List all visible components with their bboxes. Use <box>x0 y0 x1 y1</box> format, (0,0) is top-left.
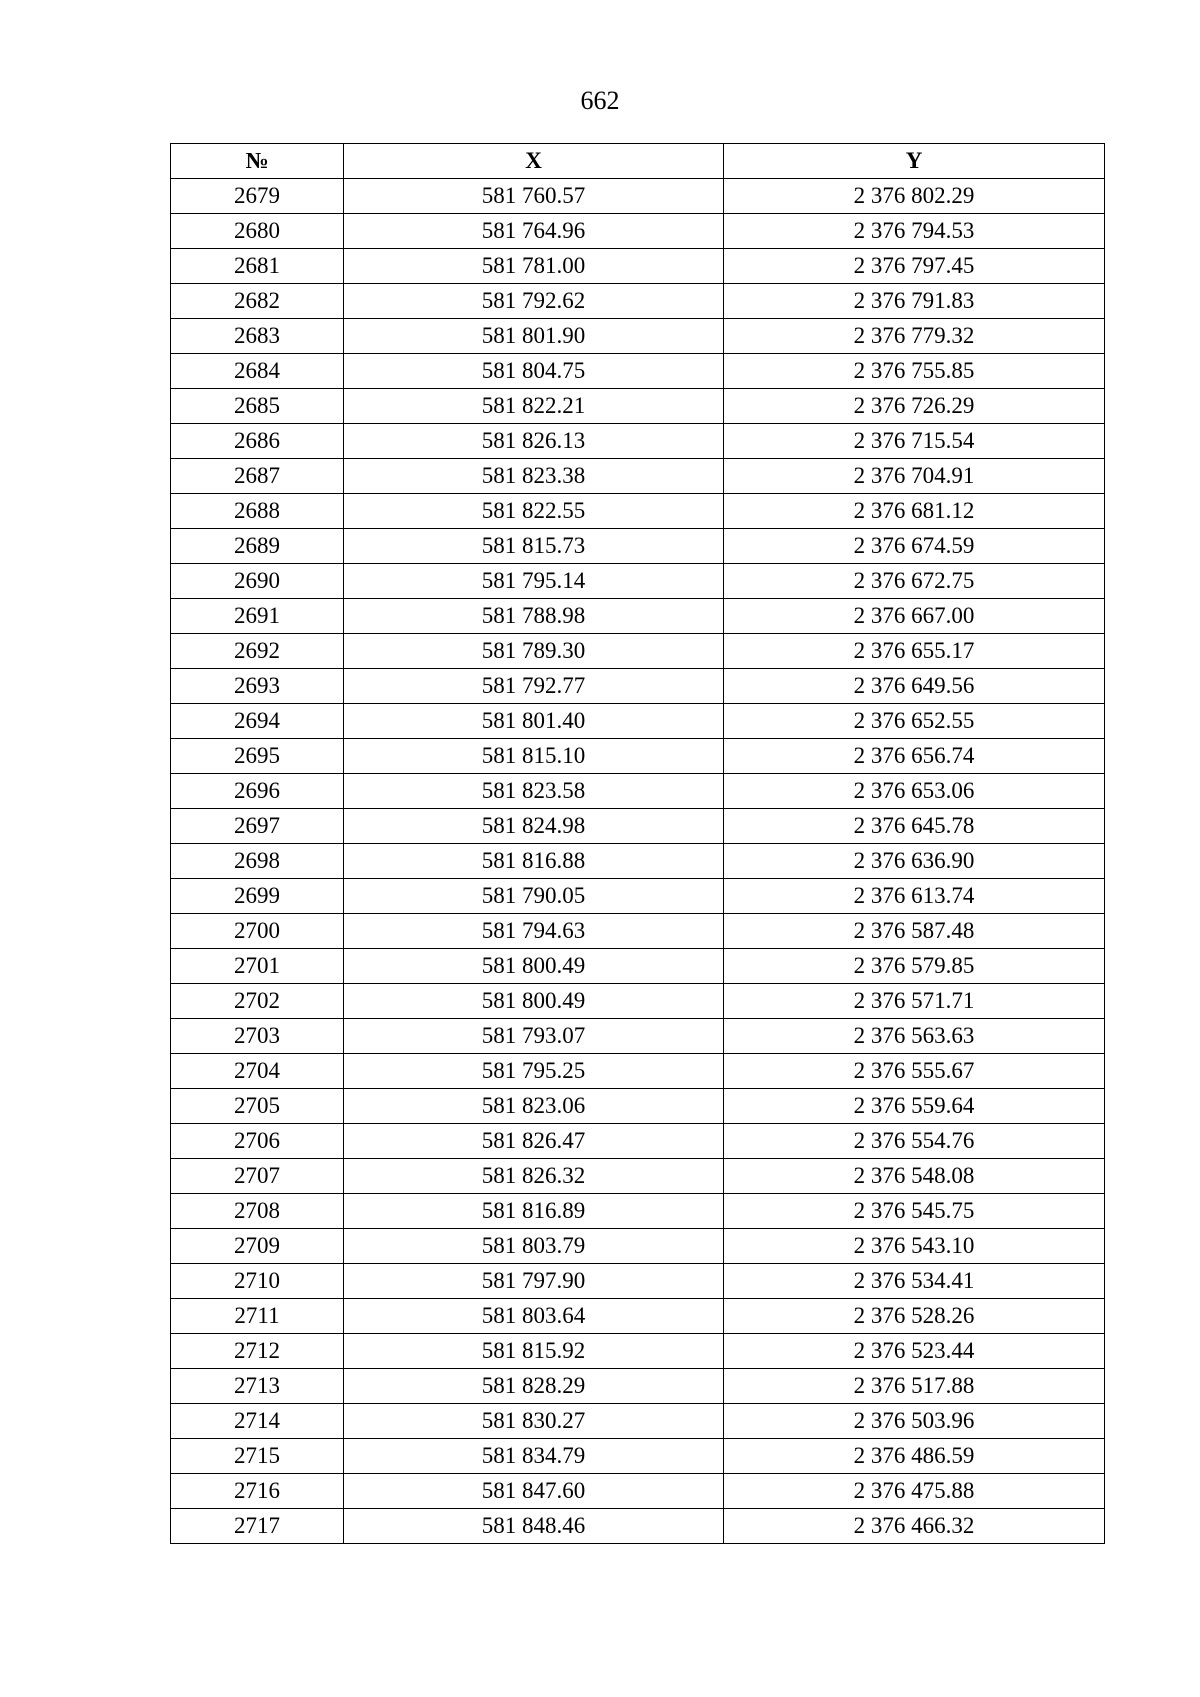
cell-number: 2708 <box>171 1194 344 1229</box>
cell-y: 2 376 755.85 <box>724 354 1105 389</box>
cell-x: 581 815.92 <box>344 1334 724 1369</box>
cell-x: 581 828.29 <box>344 1369 724 1404</box>
cell-y: 2 376 503.96 <box>724 1404 1105 1439</box>
table-row <box>171 1299 1105 1334</box>
table-row <box>171 1159 1105 1194</box>
cell-x: 581 826.13 <box>344 424 724 459</box>
table-row <box>171 1054 1105 1089</box>
cell-x: 581 801.90 <box>344 319 724 354</box>
table-row <box>171 809 1105 844</box>
cell-x: 581 848.46 <box>344 1509 724 1544</box>
cell-x: 581 830.27 <box>344 1404 724 1439</box>
cell-x: 581 816.88 <box>344 844 724 879</box>
cell-number: 2695 <box>171 739 344 774</box>
table-row <box>171 214 1105 249</box>
cell-x: 581 847.60 <box>344 1474 724 1509</box>
cell-y: 2 376 528.26 <box>724 1299 1105 1334</box>
cell-x: 581 790.05 <box>344 879 724 914</box>
cell-y: 2 376 794.53 <box>724 214 1105 249</box>
cell-y: 2 376 555.67 <box>724 1054 1105 1089</box>
cell-y: 2 376 543.10 <box>724 1229 1105 1264</box>
cell-x: 581 826.32 <box>344 1159 724 1194</box>
cell-y: 2 376 613.74 <box>724 879 1105 914</box>
table-row <box>171 1334 1105 1369</box>
table-row <box>171 1264 1105 1299</box>
cell-x: 581 793.07 <box>344 1019 724 1054</box>
table-row <box>171 1194 1105 1229</box>
cell-x: 581 800.49 <box>344 949 724 984</box>
table-row <box>171 1404 1105 1439</box>
cell-number: 2712 <box>171 1334 344 1369</box>
cell-x: 581 823.06 <box>344 1089 724 1124</box>
cell-number: 2692 <box>171 634 344 669</box>
cell-number: 2710 <box>171 1264 344 1299</box>
table-row <box>171 529 1105 564</box>
cell-x: 581 789.30 <box>344 634 724 669</box>
cell-y: 2 376 486.59 <box>724 1439 1105 1474</box>
cell-y: 2 376 475.88 <box>724 1474 1105 1509</box>
cell-x: 581 816.89 <box>344 1194 724 1229</box>
cell-x: 581 792.62 <box>344 284 724 319</box>
table-row <box>171 1474 1105 1509</box>
header-x: X <box>344 144 724 179</box>
cell-x: 581 803.79 <box>344 1229 724 1264</box>
cell-number: 2680 <box>171 214 344 249</box>
table-row <box>171 1019 1105 1054</box>
cell-number: 2681 <box>171 249 344 284</box>
cell-y: 2 376 681.12 <box>724 494 1105 529</box>
cell-x: 581 815.73 <box>344 529 724 564</box>
cell-x: 581 795.25 <box>344 1054 724 1089</box>
table-row <box>171 179 1105 214</box>
cell-number: 2686 <box>171 424 344 459</box>
header-row <box>171 144 1105 179</box>
cell-y: 2 376 587.48 <box>724 914 1105 949</box>
cell-y: 2 376 563.63 <box>724 1019 1105 1054</box>
cell-number: 2711 <box>171 1299 344 1334</box>
coordinates-table <box>170 143 1105 1544</box>
cell-number: 2687 <box>171 459 344 494</box>
page-number: 662 <box>580 86 620 115</box>
cell-number: 2706 <box>171 1124 344 1159</box>
cell-y: 2 376 534.41 <box>724 1264 1105 1299</box>
cell-number: 2685 <box>171 389 344 424</box>
table-row <box>171 949 1105 984</box>
cell-number: 2694 <box>171 704 344 739</box>
cell-y: 2 376 571.71 <box>724 984 1105 1019</box>
cell-number: 2700 <box>171 914 344 949</box>
table-row <box>171 424 1105 459</box>
cell-y: 2 376 667.00 <box>724 599 1105 634</box>
cell-y: 2 376 726.29 <box>724 389 1105 424</box>
cell-x: 581 822.21 <box>344 389 724 424</box>
cell-number: 2690 <box>171 564 344 599</box>
cell-x: 581 788.98 <box>344 599 724 634</box>
cell-y: 2 376 791.83 <box>724 284 1105 319</box>
cell-x: 581 834.79 <box>344 1439 724 1474</box>
cell-number: 2698 <box>171 844 344 879</box>
table-row <box>171 914 1105 949</box>
cell-y: 2 376 636.90 <box>724 844 1105 879</box>
cell-y: 2 376 656.74 <box>724 739 1105 774</box>
cell-x: 581 815.10 <box>344 739 724 774</box>
cell-number: 2697 <box>171 809 344 844</box>
cell-number: 2707 <box>171 1159 344 1194</box>
cell-x: 581 797.90 <box>344 1264 724 1299</box>
cell-y: 2 376 797.45 <box>724 249 1105 284</box>
cell-y: 2 376 649.56 <box>724 669 1105 704</box>
cell-y: 2 376 779.32 <box>724 319 1105 354</box>
table-header <box>171 144 1105 179</box>
cell-x: 581 822.55 <box>344 494 724 529</box>
cell-y: 2 376 523.44 <box>724 1334 1105 1369</box>
header-y: Y <box>724 144 1105 179</box>
cell-y: 2 376 652.55 <box>724 704 1105 739</box>
cell-x: 581 792.77 <box>344 669 724 704</box>
cell-number: 2699 <box>171 879 344 914</box>
cell-y: 2 376 554.76 <box>724 1124 1105 1159</box>
cell-x: 581 781.00 <box>344 249 724 284</box>
table-row <box>171 704 1105 739</box>
cell-y: 2 376 559.64 <box>724 1089 1105 1124</box>
cell-y: 2 376 655.17 <box>724 634 1105 669</box>
cell-number: 2693 <box>171 669 344 704</box>
cell-x: 581 800.49 <box>344 984 724 1019</box>
table-row <box>171 844 1105 879</box>
cell-number: 2702 <box>171 984 344 1019</box>
cell-y: 2 376 466.32 <box>724 1509 1105 1544</box>
cell-y: 2 376 645.78 <box>724 809 1105 844</box>
cell-number: 2705 <box>171 1089 344 1124</box>
table-row <box>171 1509 1105 1544</box>
cell-number: 2684 <box>171 354 344 389</box>
table-row <box>171 669 1105 704</box>
table-row <box>171 494 1105 529</box>
cell-number: 2701 <box>171 949 344 984</box>
cell-x: 581 801.40 <box>344 704 724 739</box>
cell-y: 2 376 653.06 <box>724 774 1105 809</box>
cell-number: 2688 <box>171 494 344 529</box>
cell-x: 581 760.57 <box>344 179 724 214</box>
cell-x: 581 826.47 <box>344 1124 724 1159</box>
table-row <box>171 1089 1105 1124</box>
cell-y: 2 376 545.75 <box>724 1194 1105 1229</box>
cell-number: 2709 <box>171 1229 344 1264</box>
cell-number: 2691 <box>171 599 344 634</box>
table-row <box>171 354 1105 389</box>
cell-x: 581 823.58 <box>344 774 724 809</box>
cell-number: 2689 <box>171 529 344 564</box>
table-row <box>171 1124 1105 1159</box>
cell-y: 2 376 715.54 <box>724 424 1105 459</box>
cell-x: 581 824.98 <box>344 809 724 844</box>
cell-number: 2696 <box>171 774 344 809</box>
cell-x: 581 803.64 <box>344 1299 724 1334</box>
table-row <box>171 634 1105 669</box>
cell-number: 2717 <box>171 1509 344 1544</box>
table-row <box>171 739 1105 774</box>
table-row <box>171 564 1105 599</box>
cell-number: 2715 <box>171 1439 344 1474</box>
table-row <box>171 249 1105 284</box>
cell-number: 2682 <box>171 284 344 319</box>
cell-number: 2714 <box>171 1404 344 1439</box>
table-row <box>171 459 1105 494</box>
cell-x: 581 764.96 <box>344 214 724 249</box>
cell-y: 2 376 579.85 <box>724 949 1105 984</box>
cell-y: 2 376 704.91 <box>724 459 1105 494</box>
cell-y: 2 376 672.75 <box>724 564 1105 599</box>
table-body <box>171 179 1105 1544</box>
table-row <box>171 284 1105 319</box>
header-number: № <box>171 144 344 179</box>
table-row <box>171 879 1105 914</box>
cell-x: 581 804.75 <box>344 354 724 389</box>
cell-number: 2704 <box>171 1054 344 1089</box>
table-row <box>171 1369 1105 1404</box>
cell-y: 2 376 517.88 <box>724 1369 1105 1404</box>
cell-x: 581 823.38 <box>344 459 724 494</box>
table-row <box>171 1439 1105 1474</box>
table-row <box>171 1229 1105 1264</box>
cell-number: 2683 <box>171 319 344 354</box>
cell-y: 2 376 674.59 <box>724 529 1105 564</box>
cell-y: 2 376 548.08 <box>724 1159 1105 1194</box>
cell-y: 2 376 802.29 <box>724 179 1105 214</box>
table-row <box>171 319 1105 354</box>
cell-x: 581 795.14 <box>344 564 724 599</box>
table-row <box>171 599 1105 634</box>
cell-x: 581 794.63 <box>344 914 724 949</box>
cell-number: 2716 <box>171 1474 344 1509</box>
table-row <box>171 984 1105 1019</box>
cell-number: 2679 <box>171 179 344 214</box>
cell-number: 2713 <box>171 1369 344 1404</box>
cell-number: 2703 <box>171 1019 344 1054</box>
table-row <box>171 774 1105 809</box>
table-row <box>171 389 1105 424</box>
